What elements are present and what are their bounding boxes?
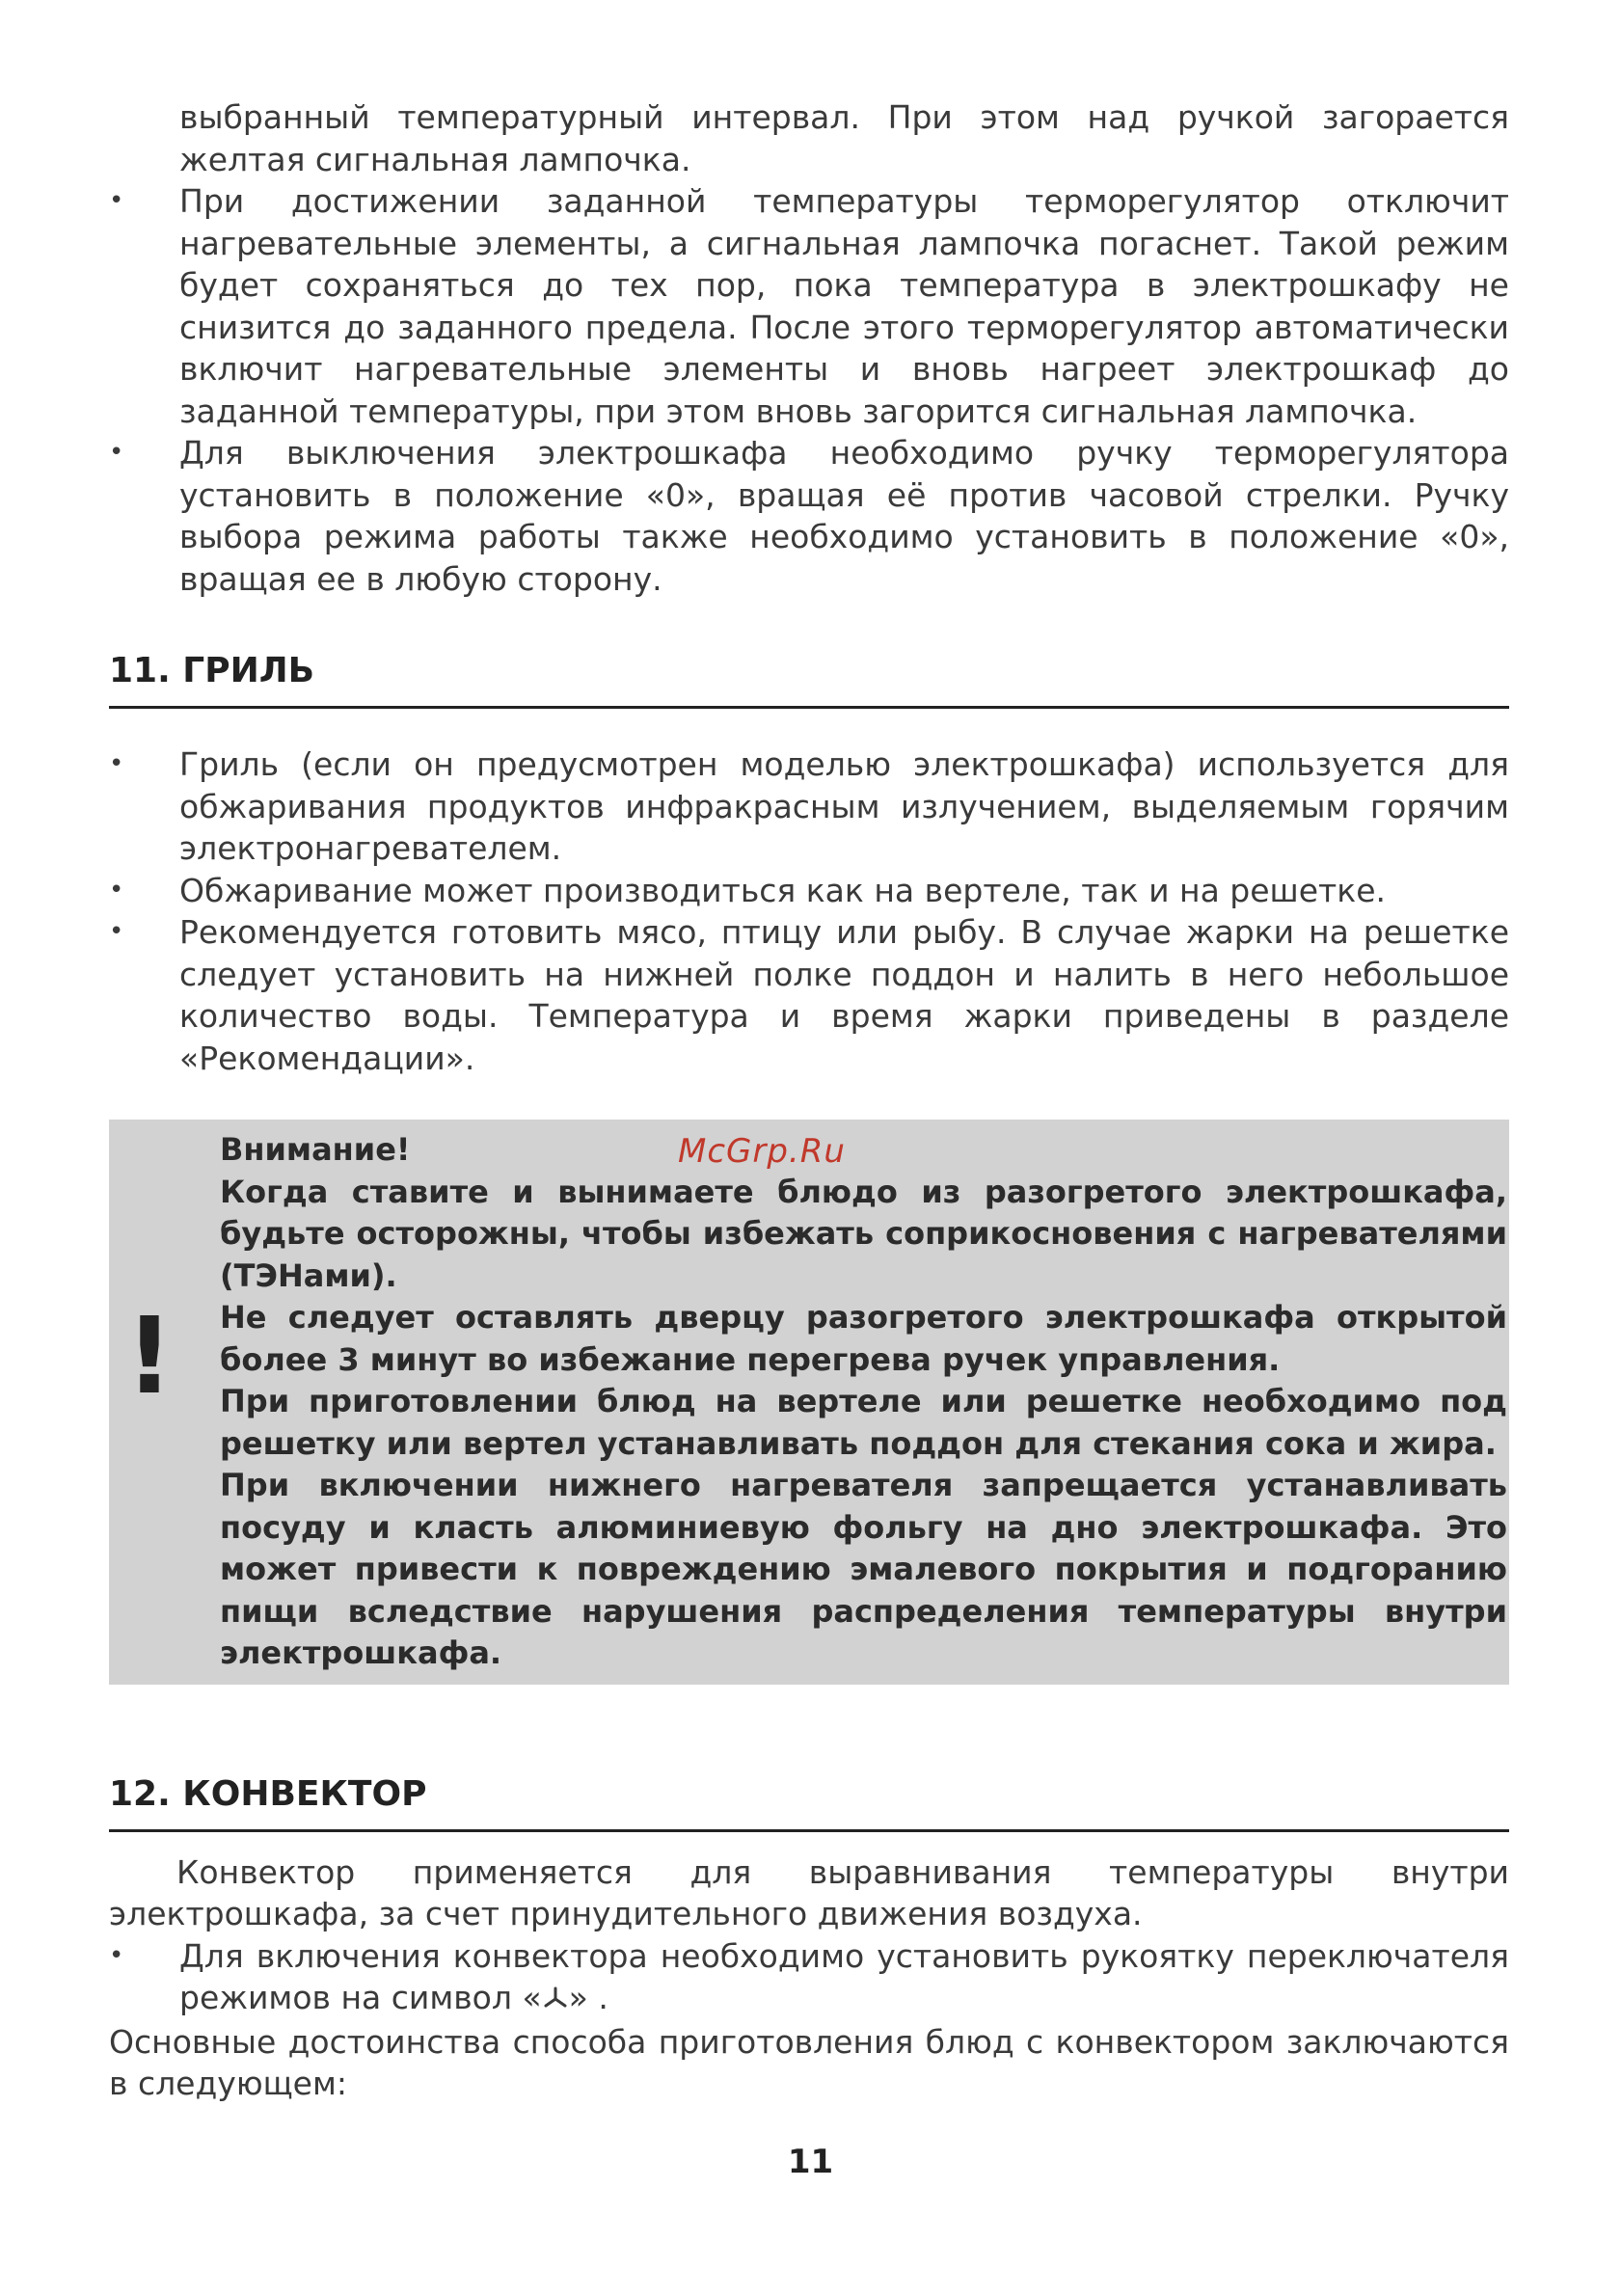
list-item-text-before: Для включения конвектора необходимо установить рукоятку переключателя режимов на символ « xyxy=(179,1936,1509,2016)
fan-icon xyxy=(542,1979,569,2021)
list-item-text xyxy=(179,1937,1509,2017)
warning-paragraph: При включении нижнего нагревателя запрещается устанавливать посуду и класть алюминиевую фольгу на дно электрошкафа. Это может привести к повреждению эмалевого покрытия и подгоранию пищи вследствие нарушения распределения температуры внутри электрошкафа. xyxy=(220,1467,1507,1671)
warning-title: Внимание! xyxy=(220,1131,411,1168)
warning-paragraph: Не следует оставлять дверцу разогретого электрошкафа открытой более 3 минут во избежание перегрева ручек управления. xyxy=(220,1299,1507,1378)
bullet-icon: • xyxy=(109,875,124,905)
section-heading-grill: 11. ГРИЛЬ xyxy=(109,650,1509,709)
list-item-text: Гриль (если он предусмотрен моделью электрошкафа) используется для обжаривания продуктов инфракрасным излучением, выделяемым горячим электронагревателем. xyxy=(179,745,1509,867)
exclamation-icon: ! xyxy=(124,1294,175,1418)
page-number: 11 xyxy=(787,2143,834,2181)
list-item xyxy=(109,870,1509,912)
convector-closing: Основные достоинства способа приготовления блюд с конвектором заключаются в следующем: xyxy=(109,2022,1509,2102)
bullet-icon: • xyxy=(109,186,124,215)
bullet-icon: • xyxy=(109,438,124,467)
bullet-icon: • xyxy=(109,917,124,946)
bullet-icon: • xyxy=(109,1940,124,1970)
bullet-icon: • xyxy=(109,749,124,778)
list-item-text: Обжаривание может производиться как на вертеле, так и на решетке. xyxy=(179,871,1387,909)
warning-paragraph: При приготовлении блюд на вертеле или решетке необходимо под решетку или вертел устанавливать поддон для стекания сока и жира. xyxy=(220,1383,1507,1462)
list-item-text-after: » . xyxy=(568,1979,608,2016)
list-item-text: Для выключения электрошкафа необходимо ручку терморегулятора установить в положение «0», вращая её против часовой стрелки. Ручку выбора режима работы также необходимо установить в положение «0», вращая ее в любую сторону. xyxy=(179,434,1509,598)
list-item xyxy=(109,911,1509,1079)
page-content xyxy=(109,96,1509,2105)
list-item xyxy=(109,180,1509,432)
watermark: McGrp.Ru xyxy=(678,1132,846,1171)
section-heading-convector: 12. КОНВЕКТОР xyxy=(109,1773,1509,1832)
list-item-text: При достижении заданной температуры терморегулятор отключит нагревательные элементы, а сигнальная лампочка погаснет. Такой режим будет сохраняться до тех пор, пока температура в электрошкафу не снизится до заданного предела. После этого терморегулятор автоматически включит нагревательные элементы и вновь нагреет электрошкаф до заданной температуры, при этом вновь загорится сигнальная лампочка. xyxy=(179,182,1509,430)
convector-intro: Конвектор применяется для выравнивания температуры внутри электрошкафа, за счет принудительного движения воздуха. xyxy=(109,1852,1509,1932)
continuation-text: выбранный температурный интервал. При этом над ручкой загорается желтая сигнальная лампочка. xyxy=(179,98,1509,178)
list-item xyxy=(109,743,1509,870)
warning-box xyxy=(109,1120,1509,1685)
list-item xyxy=(109,1935,1509,2021)
warning-paragraph: Когда ставите и вынимаете блюдо из разогретого электрошкафа, будьте осторожны, чтобы избежать соприкосновения с нагревателями (ТЭНами). xyxy=(220,1173,1507,1294)
list-item-text: Рекомендуется готовить мясо, птицу или рыбу. В случае жарки на решетке следует установить на нижней полке поддон и налить в него небольшое количество воды. Температура и время жарки приведены в разделе «Рекомендации». xyxy=(179,913,1509,1077)
list-item xyxy=(109,432,1509,600)
